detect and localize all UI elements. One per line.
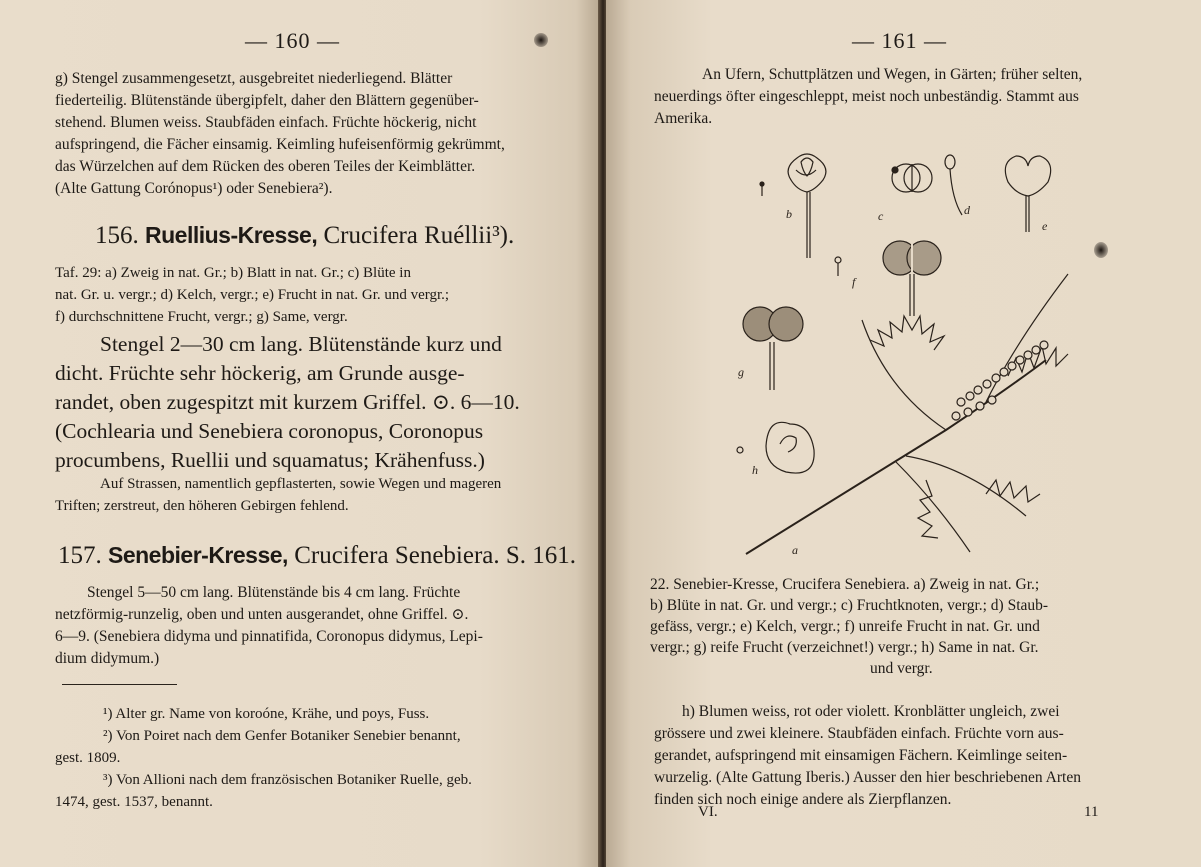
- species-heading-156: [95, 222, 514, 250]
- text-line: Stengel 5—50 cm lang. Blütenstände bis 4 cm lang. Früchte: [87, 584, 461, 601]
- stamen-drawing: [945, 155, 962, 215]
- section-h-paragraph: [654, 701, 1164, 811]
- left-page: [0, 0, 600, 867]
- text-line: finden sich noch einige andere als Zierpflanzen.: [654, 791, 952, 808]
- caption-line: vergr.; g) reife Frucht (verzeichnet!) vergr.; h) Same in nat. Gr.: [650, 639, 1039, 656]
- seed-drawing: [737, 422, 814, 473]
- text-line: f) durchschnittene Frucht, vergr.; g) Same, vergr.: [55, 309, 348, 325]
- text-line: Triften; zerstreut, den höheren Gebirgen fehlend.: [55, 498, 349, 514]
- text-line: Auf Strassen, namentlich gepflasterten, sowie Wegen und mageren: [100, 476, 502, 492]
- text-line: grössere und zwei kleinere. Staubfäden einfach. Früchte vorn aus-: [654, 725, 1064, 742]
- flower-drawing: [760, 154, 826, 258]
- footnote-line: ³) Von Allioni nach dem französischen Botaniker Ruelle, geb.: [103, 772, 472, 788]
- text-line: An Ufern, Schuttplätzen und Wegen, in Gärten; früher selten,: [702, 66, 1083, 83]
- caption-line: und vergr.: [870, 660, 933, 677]
- figure-caption: [650, 574, 1048, 679]
- text-line: Amerika.: [654, 110, 713, 127]
- unripe-fruit-drawing: [835, 241, 941, 316]
- text-line: procumbens, Ruellii und squamatus; Krähenfuss.): [55, 448, 485, 472]
- figure-label: a: [792, 543, 798, 557]
- botanical-illustration: [738, 140, 1086, 570]
- species-common-name: Senebier-Kresse,: [108, 542, 288, 568]
- text-line: Stengel 2—30 cm lang. Blütenstände kurz und: [100, 332, 502, 356]
- text-line: randet, oben zugespitzt mit kurzem Griffel. ⊙. 6—10.: [55, 390, 520, 414]
- description-156: [55, 330, 520, 475]
- text-line: (Alte Gattung Corónopus¹) oder Senebiera²).: [55, 180, 333, 197]
- text-line: das Würzelchen auf dem Rücken des oberen Teiles der Keimblätter.: [55, 158, 476, 175]
- figure-label: b: [786, 207, 792, 221]
- page-number-left: — 160 —: [245, 28, 340, 53]
- figure-label: h: [752, 463, 758, 477]
- species-number: 156.: [95, 222, 139, 249]
- text-line: neuerdings öfter eingeschleppt, meist noch unbeständig. Stammt aus: [654, 88, 1079, 105]
- footnote-line: gest. 1809.: [55, 750, 121, 766]
- text-line: fiederteilig. Blütenstände übergipfelt, daher den Blättern gegenüber-: [55, 92, 479, 109]
- species-common-name: Ruellius-Kresse,: [145, 222, 318, 248]
- page-number-right: — 161 —: [852, 28, 947, 53]
- figure-label: f: [852, 275, 856, 289]
- intro-paragraph-left: [55, 68, 565, 200]
- text-line: nat. Gr. u. vergr.; d) Kelch, vergr.; e) Frucht in nat. Gr. und vergr.;: [55, 287, 450, 303]
- footnote-rule: [62, 684, 177, 685]
- ink-spot: [1094, 242, 1108, 258]
- species-heading-157: [58, 542, 576, 570]
- figure-label: c: [878, 209, 884, 223]
- text-line: netzförmig-runzelig, oben und unten ausgerandet, ohne Griffel. ⊙.: [55, 606, 469, 623]
- footnote-line: ²) Von Poiret nach dem Genfer Botaniker Senebier benannt,: [103, 728, 461, 744]
- intro-paragraph-right: [654, 64, 1164, 130]
- habitat-156: [55, 473, 565, 517]
- species-latin-name: Crucifera Senebiera. S. 161.: [294, 542, 577, 569]
- text-line: aufspringend, die Fächer einsamig. Keimling hufeisenförmig gekrümmt,: [55, 136, 505, 153]
- sheet-number: 11: [1084, 804, 1099, 820]
- text-line: wurzelig. (Alte Gattung Iberis.) Ausser den hier beschriebenen Arten: [654, 769, 1081, 786]
- text-line: (Cochlearia und Senebiera coronopus, Coronopus: [55, 419, 484, 443]
- plate-reference: [55, 262, 565, 328]
- text-line: dicht. Früchte sehr höckerig, am Grunde ausge-: [55, 361, 465, 385]
- caption-line: gefäss, vergr.; e) Kelch, vergr.; f) unreife Frucht in nat. Gr. und: [650, 618, 1040, 635]
- text-line: Taf. 29: a) Zweig in nat. Gr.; b) Blatt in nat. Gr.; c) Blüte in: [55, 265, 411, 281]
- text-line: 6—9. (Senebiera didyma und pinnatifida, Coronopus didymus, Lepi-: [55, 628, 483, 645]
- footnote-line: 1474, gest. 1537, benannt.: [55, 794, 213, 810]
- figure-label: e: [1042, 219, 1048, 233]
- footnote-line: ¹) Alter gr. Name von koroóne, Krähe, und poys, Fuss.: [103, 706, 430, 722]
- ripe-fruit-drawing: [743, 307, 803, 390]
- ovary-drawing: [892, 164, 932, 192]
- figure-label: g: [738, 365, 744, 379]
- text-line: dium didymum.): [55, 650, 160, 667]
- text-line: h) Blumen weiss, rot oder violett. Kronblätter ungleich, zwei: [682, 703, 1060, 720]
- species-number: 157.: [58, 542, 102, 569]
- right-page: [606, 0, 1201, 867]
- caption-line: 22. Senebier-Kresse, Crucifera Senebiera. a) Zweig in nat. Gr.;: [650, 576, 1040, 593]
- figure-label: d: [964, 203, 970, 217]
- text-line: gerandet, aufspringend mit einsamigen Fächern. Keimlinge seiten-: [654, 747, 1068, 764]
- caption-line: b) Blüte in nat. Gr. und vergr.; c) Fruchtknoten, vergr.; d) Staub-: [650, 597, 1049, 614]
- footnotes: [55, 703, 565, 813]
- text-line: g) Stengel zusammengesetzt, ausgebreitet niederliegend. Blätter: [55, 70, 453, 87]
- signature-mark: VI.: [698, 804, 718, 820]
- ink-spot: [534, 33, 548, 47]
- species-latin-name: Crucifera Ruéllii³).: [323, 222, 515, 249]
- text-line: stehend. Blumen weiss. Staubfäden einfach. Früchte höckerig, nicht: [55, 114, 477, 131]
- description-157: [55, 582, 565, 670]
